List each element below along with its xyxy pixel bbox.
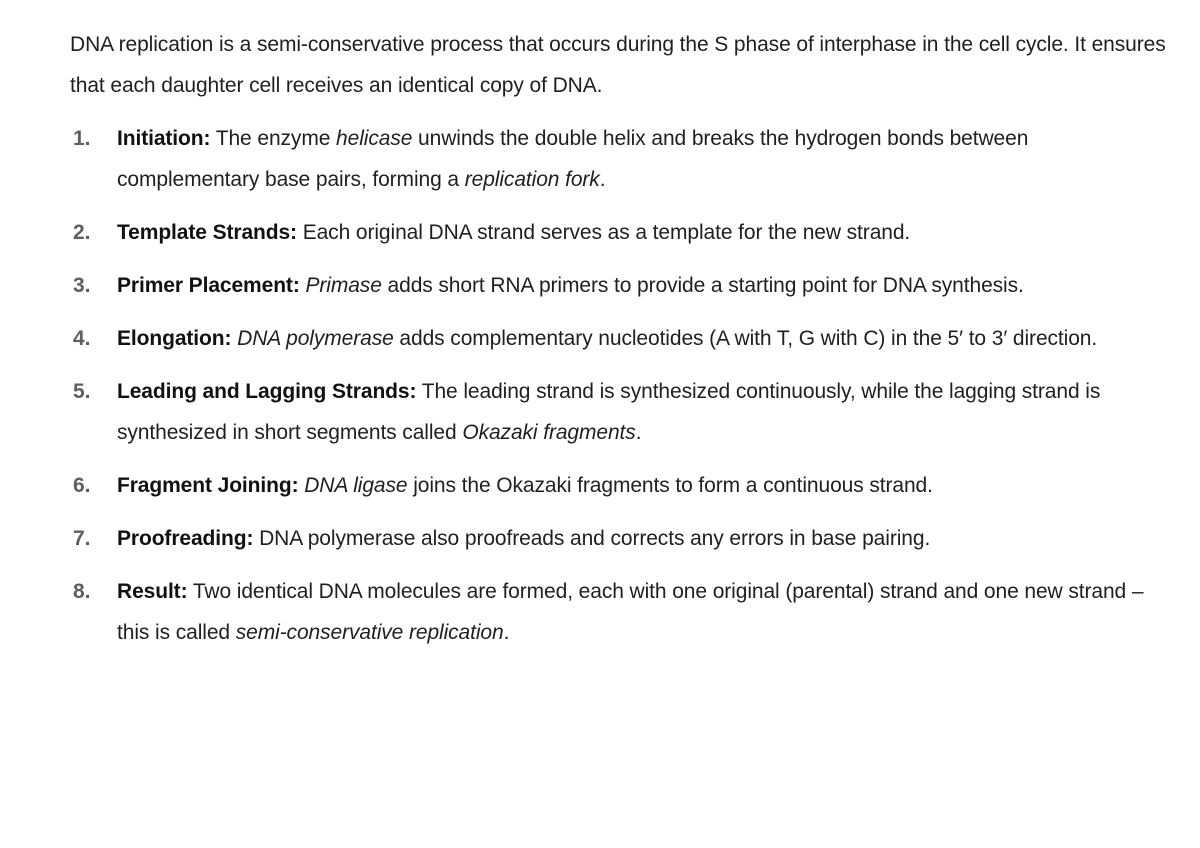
step-number: 2. xyxy=(73,221,91,244)
step-title: Primer Placement: xyxy=(117,274,300,297)
step-text: Each original DNA strand serves as a template for the new strand. xyxy=(296,221,911,244)
step-title: Result: xyxy=(117,580,188,603)
step-text: The enzyme xyxy=(210,127,337,150)
list-item xyxy=(70,465,1170,506)
step-text: . xyxy=(503,621,510,644)
step-number: 8. xyxy=(73,580,91,603)
list-item xyxy=(70,518,1170,559)
intro-paragraph: DNA replication is a semi-conservative process that occurs during the S phase of interphase in the cell cycle. It ensures that each daughter cell receives an identical copy of DNA. xyxy=(70,33,1166,97)
step-text: Two identical DNA molecules are formed, each with one original (parental) strand and one new strand – this is called xyxy=(117,580,1144,644)
step-term: semi-conservative replication xyxy=(235,621,504,644)
list-item xyxy=(70,265,1170,306)
list-item xyxy=(70,118,1170,200)
step-title: Template Strands: xyxy=(117,221,297,244)
step-number: 3. xyxy=(73,274,91,297)
step-number: 1. xyxy=(73,127,91,150)
step-text: . xyxy=(635,421,642,444)
step-title: Leading and Lagging Strands: xyxy=(117,380,417,403)
step-term: Okazaki fragments xyxy=(462,421,636,444)
step-text: adds complementary nucleotides (A with T, G with C) in the 5′ to 3′ direction. xyxy=(393,327,1098,350)
step-number: 6. xyxy=(73,474,91,497)
list-item xyxy=(70,571,1170,653)
step-title: Elongation: xyxy=(117,327,232,350)
step-title: Proofreading: xyxy=(117,527,254,550)
step-term: DNA ligase xyxy=(304,474,408,497)
step-text: unwinds the double helix and breaks the hydrogen bonds between complementary base pairs, forming a xyxy=(117,127,1029,191)
list-item xyxy=(70,212,1170,253)
step-text: DNA polymerase also proofreads and corrects any errors in base pairing. xyxy=(253,527,931,550)
step-text: joins the Okazaki fragments to form a continuous strand. xyxy=(407,474,933,497)
step-term: helicase xyxy=(336,127,413,150)
step-number: 5. xyxy=(73,380,91,403)
replication-steps-list xyxy=(70,118,1170,653)
step-number: 4. xyxy=(73,327,91,350)
list-item xyxy=(70,318,1170,359)
list-item xyxy=(70,371,1170,453)
step-term: Primase xyxy=(305,274,382,297)
document-body xyxy=(70,24,1170,665)
step-text: adds short RNA primers to provide a starting point for DNA synthesis. xyxy=(381,274,1024,297)
step-term: DNA polymerase xyxy=(237,327,394,350)
step-text: The leading strand is synthesized continuously, while the lagging strand is synthesized in short segments called xyxy=(117,380,1101,444)
step-text: . xyxy=(599,168,606,191)
step-number: 7. xyxy=(73,527,91,550)
step-title: Initiation: xyxy=(117,127,211,150)
step-title: Fragment Joining: xyxy=(117,474,299,497)
step-term: replication fork xyxy=(464,168,600,191)
